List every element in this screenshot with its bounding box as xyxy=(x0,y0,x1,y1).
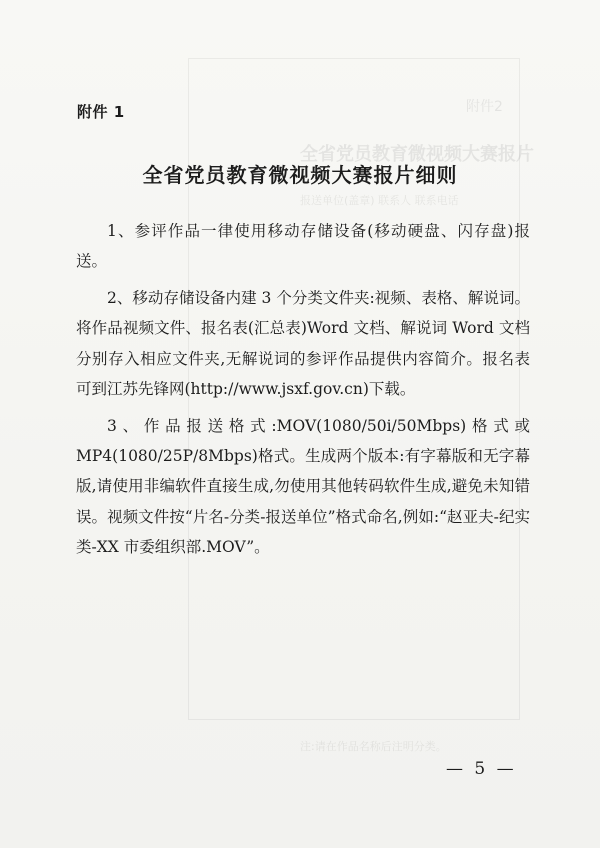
document-body xyxy=(76,216,530,569)
bleed-through-text: 附件2 xyxy=(466,99,503,115)
bleed-through-text: 注:请在作品名称后注明分类。 xyxy=(300,740,447,753)
page-number: — 5 — xyxy=(446,759,517,779)
attachment-label: 附件 1 xyxy=(77,103,125,121)
paragraph-format: 3、作品报送格式:MOV(1080/50i/50Mbps)格式或 MP4(1080/25P/8Mbps)格式。生成两个版本:有字幕版和无字幕版,请使用非编软件直接生成,勿使用其他转码软件生成,避免未知错误。视频文件按“片名-分类-报送单位”格式命名,例如:“赵亚夫-纪实类-XX 市委组织部.MOV”。 xyxy=(76,416,530,556)
bleed-through-text: 报送单位(盖章) 联系人 联系电话 xyxy=(300,194,459,207)
bleed-through-text: 全省党员教育微视频大赛报片 xyxy=(300,144,534,165)
paragraph-folders: 2、移动存储设备内建 3 个分类文件夹:视频、表格、解说词。将作品视频文件、报名表(汇总表)Word 文档、解说词 Word 文档分别存入相应文件夹,无解说词的参评作品提供内容简介。报名表可到江苏先锋网(http://www.jsxf.gov.cn)下载。 xyxy=(76,289,530,398)
paragraph-storage-device: 1、参评作品一律使用移动存储设备(移动硬盘、闪存盘)报送。 xyxy=(76,222,530,271)
document-title: 全省党员教育微视频大赛报片细则 xyxy=(142,163,458,187)
